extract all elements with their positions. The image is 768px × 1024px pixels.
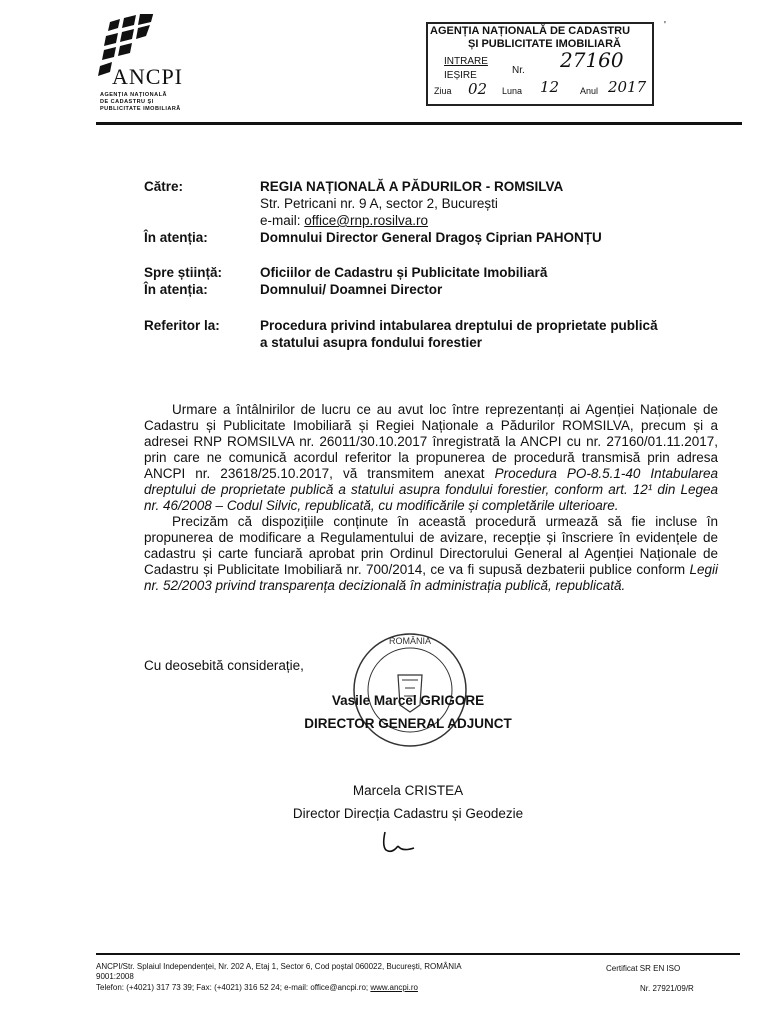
body-paragraph-1 [144, 402, 718, 514]
stamp-iesire: IEȘIRE [444, 70, 477, 81]
stamp-luna-label: Luna [502, 86, 523, 96]
referitor-line1: Procedura privind intabularea dreptului de proprietate publică [260, 318, 658, 333]
footer-ref-number: Nr. 27921/09/R [640, 984, 694, 993]
stamp-anul-label: Anul [580, 86, 599, 96]
catre-email-link[interactable]: office@rnp.rosilva.ro [304, 213, 429, 228]
stamp-line2: ȘI PUBLICITATE IMOBILIARĂ [468, 38, 621, 50]
seal-text: ROMÂNIA [388, 636, 432, 646]
stamp-nr-label: Nr. [512, 65, 525, 76]
atentia2-value: Domnului/ Doamnei Director [260, 282, 443, 297]
atentia-label: În atenția: [144, 230, 208, 245]
footer-website-link[interactable]: www.ancpi.ro [370, 983, 418, 992]
catre-label: Către: [144, 179, 184, 194]
official-seal-icon [350, 630, 470, 750]
stamp-ziua-value: 02 [468, 80, 488, 98]
catre-name: REGIA NAȚIONALĂ A PĂDURILOR - ROMSILVA [260, 179, 564, 194]
stamp-anul-value: 2017 [608, 78, 647, 96]
signer1-title: DIRECTOR GENERAL ADJUNCT [304, 716, 512, 731]
stamp-ziua-label: Ziua [434, 86, 452, 96]
signer2-name: Marcela CRISTEA [352, 783, 464, 798]
footer-certificate: Certificat SR EN ISO [606, 964, 681, 973]
stamp-intrare: INTRARE [444, 56, 488, 67]
footer-address: ANCPI/Str. Splaiul Independenței, Nr. 202 A, Etaj 1, Sector 6, Cod poștal 060022, București, ROMÂNIA [96, 962, 462, 971]
logo-subtitle-line2: DE CADASTRU ȘI [100, 99, 154, 105]
footer-iso: 9001:2008 [96, 972, 134, 981]
signer1-name: Vasile Marcel GRIGORE [331, 693, 485, 708]
atentia2-label: În atenția: [144, 282, 208, 297]
referitor-label: Referitor la: [144, 318, 220, 333]
body-p1-italic: Procedura PO-8.5.1-40 Intabularea dreptului de proprietate publică a statului asupra fondului forestier, conform art. 12¹ din Legea nr. 46/2008 – Codul Silvic, republicată, cu modificările și completările ulterioare. [144, 466, 718, 513]
atentia-value: Domnului Director General Dragoș Ciprian PAHONȚU [260, 230, 602, 245]
logo-subtitle [100, 92, 210, 113]
stamp-tick-mark: ' [664, 20, 666, 31]
footer-contact [96, 983, 418, 993]
body-p2-italic: Legii nr. 52/2003 privind transparența decizională în administrația publică, republicată. [144, 562, 718, 593]
catre-email-line [260, 213, 428, 228]
logo-subtitle-line1: AGENȚIA NAȚIONALĂ [100, 92, 167, 98]
catre-street: Str. Petricani nr. 9 A, sector 2, București [260, 196, 498, 211]
catre-email-prefix: e-mail: [260, 213, 305, 228]
body-paragraph-2 [144, 514, 718, 594]
handwritten-initial-signature [380, 828, 420, 856]
body-p1-text: Urmare a întâlnirilor de lucru ce au avut loc între reprezentanți ai Agenției Naționale de Cadastru și Publicitate Imobiliară și Regiei Naționale a Pădurilor ROMSILVA, precum și a adresei RNP ROMSILVA nr. 26011/30.10.2017 înregistrată la ANCPI cu nr. 27160/01.11.2017, prin care ne comunică acordul referitor la propunerea de procedură transmisă prin adresa ANCPI nr. 23618/25.10.2017, vă transmitem anexat [144, 402, 718, 481]
logo-subtitle-line3: PUBLICITATE IMOBILIARĂ [100, 106, 181, 112]
footer-rule [96, 953, 740, 955]
header-rule [96, 122, 742, 125]
footer-contact-text: Telefon: (+4021) 317 73 39; Fax: (+4021) 316 52 24; e-mail: office@ancpi.ro; [96, 983, 371, 992]
spre-stiinta-value: Oficiilor de Cadastru și Publicitate Imobiliară [260, 265, 548, 280]
spre-stiinta-label: Spre știință: [144, 265, 223, 280]
stamp-nr-value: 27160 [560, 48, 624, 72]
referitor-line2: a statului asupra fondului forestier [260, 335, 483, 350]
closing-greeting: Cu deosebită considerație, [144, 658, 304, 673]
signer2-title: Director Direcția Cadastru și Geodezie [292, 806, 524, 821]
stamp-luna-value: 12 [540, 78, 560, 96]
body-p2-text: Precizăm că dispozițiile conținute în această procedură urmează să fie incluse în propunerea de modificare a Regulamentului de avizare, recepție și înscriere în evidențele de cadastru și carte funciară aprobat prin Ordinul Directorului General al Agenției Naționale de Cadastru și Publicitate Imobiliară nr. 700/2014, ce va fi supusă dezbaterii publice conform [144, 514, 718, 577]
stamp-line1: AGENȚIA NAȚIONALĂ DE CADASTRU [430, 25, 631, 37]
letter-body [144, 402, 718, 594]
logo-name: ANCPI [112, 64, 184, 89]
